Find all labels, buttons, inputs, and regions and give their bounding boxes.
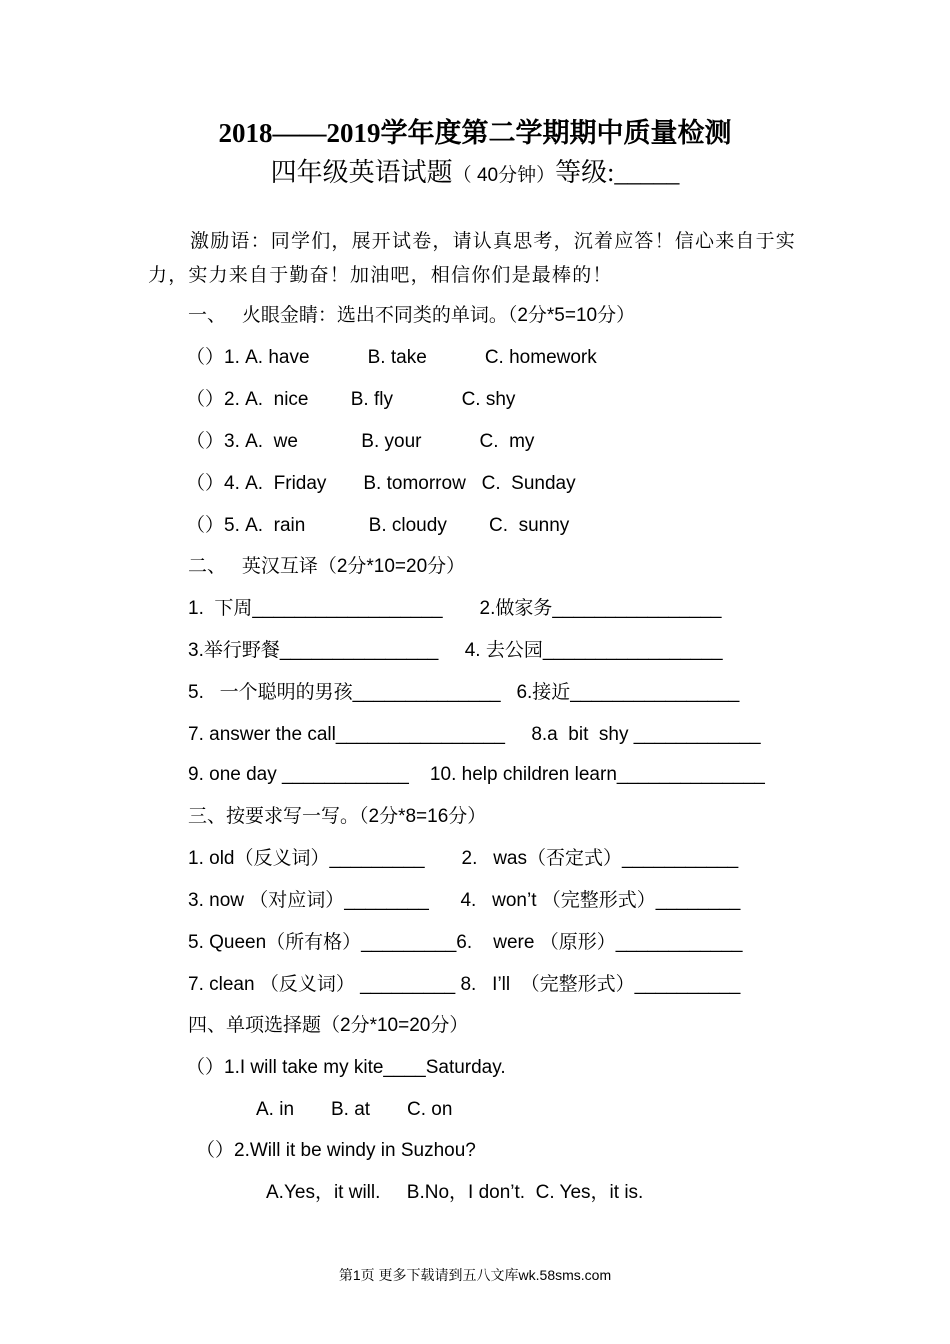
- section4-question-2: （）2.Will it be windy in Suzhou?: [196, 1140, 476, 1161]
- section1-item-4: （）4. A. Friday B. tomorrow C. Sunday: [186, 473, 576, 494]
- section1-heading: 一、 火眼金睛：选出不同类的单词。（2分*5=10分）: [188, 305, 636, 326]
- section1-item-2: （）2. A. nice B. fly C. shy: [186, 389, 516, 410]
- subtitle-grade: 等级:_____: [555, 158, 680, 187]
- section3-heading: 三、按要求写一写。（2分*8=16分）: [188, 806, 487, 827]
- subtitle-time: （ 40分钟）: [452, 165, 556, 186]
- page-footer: 第1页 更多下载请到五八文库wk.58sms.com: [338, 1267, 612, 1283]
- section2-item-5: 9. one day ____________ 10. help children learn______________: [188, 764, 765, 785]
- section1-item-1: （）1. A. have B. take C. homework: [186, 347, 597, 368]
- section2-item-2: 3.举行野餐_______________ 4. 去公园_________________: [188, 640, 723, 661]
- section3-item-3: 5. Queen（所有格）_________6. were （原形）____________: [188, 932, 743, 953]
- section4-question-1-options: A. in B. at C. on: [256, 1099, 453, 1120]
- section2-item-3: 5. 一个聪明的男孩______________ 6.接近________________: [188, 682, 740, 703]
- section2-item-4: 7. answer the call________________ 8.a bit shy ____________: [188, 724, 761, 745]
- section1-item-5: （）5. A. rain B. cloudy C. sunny: [186, 515, 570, 536]
- exam-subtitle: [0, 154, 950, 195]
- section4-question-2-options: A.Yes，it will. B.No，I don’t. C. Yes，it is.: [266, 1182, 644, 1203]
- section3-item-4: 7. clean （反义词） _________ 8. I’ll （完整形式）__________: [188, 974, 741, 995]
- exam-title: 2018——2019学年度第二学期期中质量检测: [218, 118, 732, 148]
- section4-heading: 四、单项选择题（2分*10=20分）: [188, 1015, 469, 1036]
- subtitle-main: 四年级英语试题: [270, 158, 453, 187]
- section2-heading: 二、 英汉互译（2分*10=20分）: [188, 556, 466, 577]
- section3-item-1: 1. old（反义词）_________ 2. was（否定式）___________: [188, 848, 739, 869]
- motto-paragraph: 激励语：同学们，展开试卷，请认真思考，沉着应答！信心来自于实力，实力来自于勤奋！加油吧，相信你们是最棒的！: [148, 230, 797, 286]
- section1-item-3: （）3. A. we B. your C. my: [186, 431, 535, 452]
- section2-item-1: 1. 下周__________________ 2.做家务________________: [188, 598, 722, 619]
- section4-question-1: （）1.I will take my kite____Saturday.: [186, 1057, 506, 1078]
- section3-item-2: 3. now （对应词）________ 4. won’t （完整形式）________: [188, 890, 741, 911]
